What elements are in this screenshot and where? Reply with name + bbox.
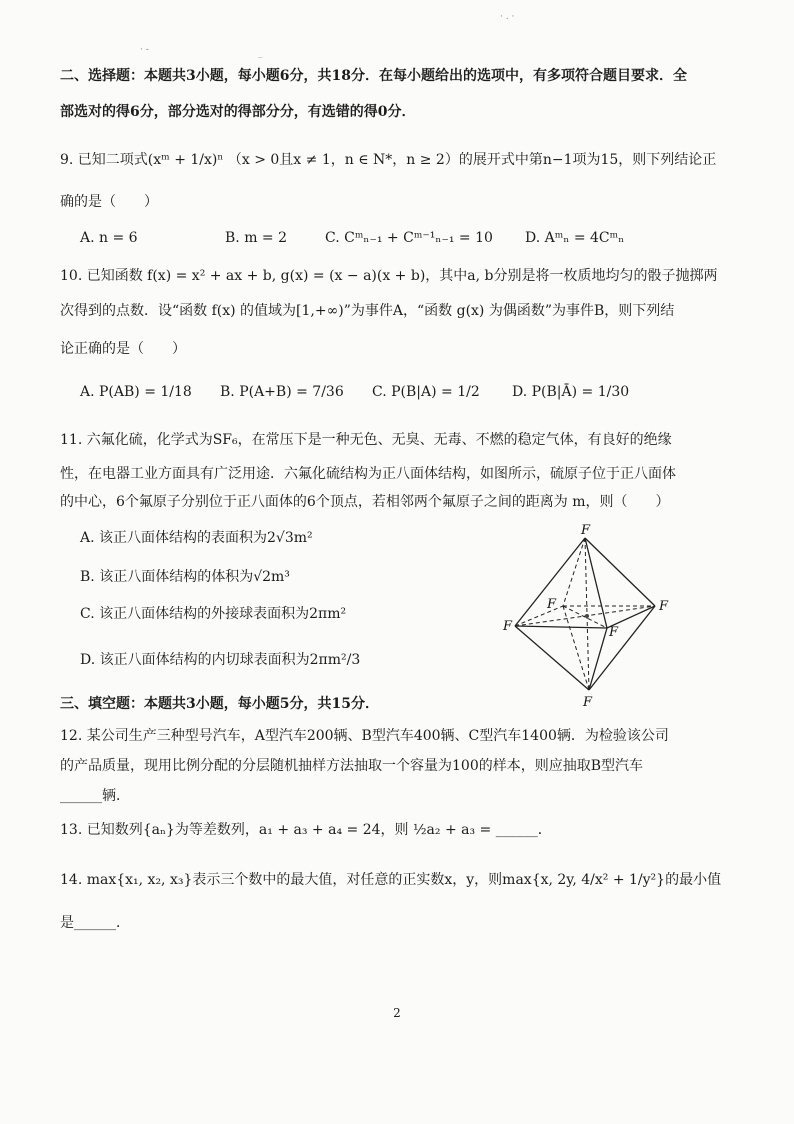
q12-stem-line3: ______辆． bbox=[60, 788, 130, 804]
edge bbox=[515, 626, 589, 690]
section-2-heading-line2: 部选对的得6分，部分选对的得部分分，有选错的得0分． bbox=[60, 104, 416, 120]
q9-option-c: C. Cᵐₙ₋₁ + Cᵐ⁻¹ₙ₋₁ = 10 bbox=[325, 230, 493, 246]
q10-option-c: C. P(B|A) = 1/2 bbox=[372, 384, 480, 400]
q11-option-a: A. 该正八面体结构的表面积为2√3m² bbox=[80, 530, 313, 546]
q11-stem-line1: 11. 六氟化硫，化学式为SF₆，在常压下是一种无色、无臭、无毒、不燃的稳定气体，有良好的绝缘 bbox=[60, 432, 672, 448]
q9-option-b: B. m = 2 bbox=[225, 230, 288, 246]
q10-option-d: D. P(B|Ā) = 1/30 bbox=[512, 384, 630, 400]
q13-stem: 13. 已知数列{aₙ}为等差数列，a₁ + a₃ + a₄ = 24，则 ½a₂ + a₃ = ______． bbox=[60, 822, 552, 838]
q11-option-b: B. 该正八面体结构的体积为√2m³ bbox=[80, 569, 290, 585]
q10-stem-line1: 10. 已知函数 f(x) = x² + ax + b, g(x) = (x − a)(x + b)，其中a, b分别是将一枚质地均匀的骰子抛掷两 bbox=[60, 268, 718, 284]
sulfur-center bbox=[585, 614, 589, 618]
q9-option-a: A. n = 6 bbox=[80, 230, 138, 246]
vertex-label-front: F bbox=[609, 625, 619, 640]
vertex-label-left: F bbox=[503, 619, 513, 634]
q14-stem-line1: 14. max{x₁, x₂, x₃}表示三个数中的最大值，对任意的正实数x，y，则max{x, 2y, 4/x² + 1/y²}的最小值 bbox=[60, 872, 722, 888]
q9-stem-line1: 9. 已知二项式(xᵐ + 1/x)ⁿ （x > 0且x ≠ 1，n ∈ N*，n ≥ 2）的展开式中第n−1项为15，则下列结论正 bbox=[60, 152, 717, 168]
section-2-heading-line1: 二、选择题：本题共3小题，每小题6分，共18分．在每小题给出的选项中，有多项符合题目要求．全 bbox=[60, 68, 687, 84]
q12-stem-line1: 12. 某公司生产三种型号汽车，A型汽车200辆、B型汽车400辆、C型汽车1400辆．为检验该公司 bbox=[60, 728, 669, 744]
scan-mark: _ bbox=[258, 48, 263, 58]
vertex-label-top: F bbox=[581, 523, 591, 538]
scan-mark: · . · bbox=[500, 12, 515, 22]
q11-stem-line3: 的中心，6个氟原子分别位于正八面体的6个顶点，若相邻两个氟原子之间的距离为 m，则（ ） bbox=[60, 494, 670, 510]
edge bbox=[589, 628, 607, 690]
q11-stem-line2: 性，在电器工业方面具有广泛用途．六氟化硫结构为正八面体结构，如图所示，硫原子位于正八面体 bbox=[60, 466, 676, 482]
q10-option-a: A. P(AB) = 1/18 bbox=[80, 384, 192, 400]
edge bbox=[515, 626, 607, 628]
vertex-label-bottom: F bbox=[583, 695, 593, 710]
q10-stem-line2: 次得到的点数．设“函数 f(x) 的值域为[1,+∞)”为事件A，“函数 g(x) 为偶函数”为事件B，则下列结 bbox=[60, 303, 675, 319]
q14-stem-line2: 是______． bbox=[60, 915, 130, 931]
q10-option-b: B. P(A+B) = 7/36 bbox=[220, 384, 344, 400]
vertex-label-right: F bbox=[659, 599, 669, 614]
q12-stem-line2: 的产品质量，现用比例分配的分层随机抽样方法抽取一个容量为100的样本，则应抽取B型汽车 bbox=[60, 758, 644, 774]
q11-option-c: C. 该正八面体结构的外接球表面积为2πm² bbox=[80, 606, 347, 622]
q11-option-d: D. 该正八面体结构的内切球表面积为2πm²/3 bbox=[80, 652, 361, 668]
edge bbox=[585, 538, 655, 606]
edge bbox=[589, 606, 655, 690]
page-number: 2 bbox=[393, 1006, 401, 1020]
edge bbox=[515, 538, 585, 626]
q9-stem-line2: 确的是（ ） bbox=[60, 194, 158, 210]
vertex-label-back: F bbox=[547, 597, 557, 612]
scan-mark: · - bbox=[140, 45, 149, 55]
q10-stem-line3: 论正确的是（ ） bbox=[60, 341, 186, 357]
q9-option-d: D. Aᵐₙ = 4Cᵐₙ bbox=[525, 230, 625, 246]
section-3-heading: 三、填空题：本题共3小题，每小题5分，共15分． bbox=[60, 696, 379, 712]
hidden-edge bbox=[563, 538, 585, 606]
octahedron-figure bbox=[495, 520, 675, 710]
hidden-edge bbox=[563, 606, 607, 628]
